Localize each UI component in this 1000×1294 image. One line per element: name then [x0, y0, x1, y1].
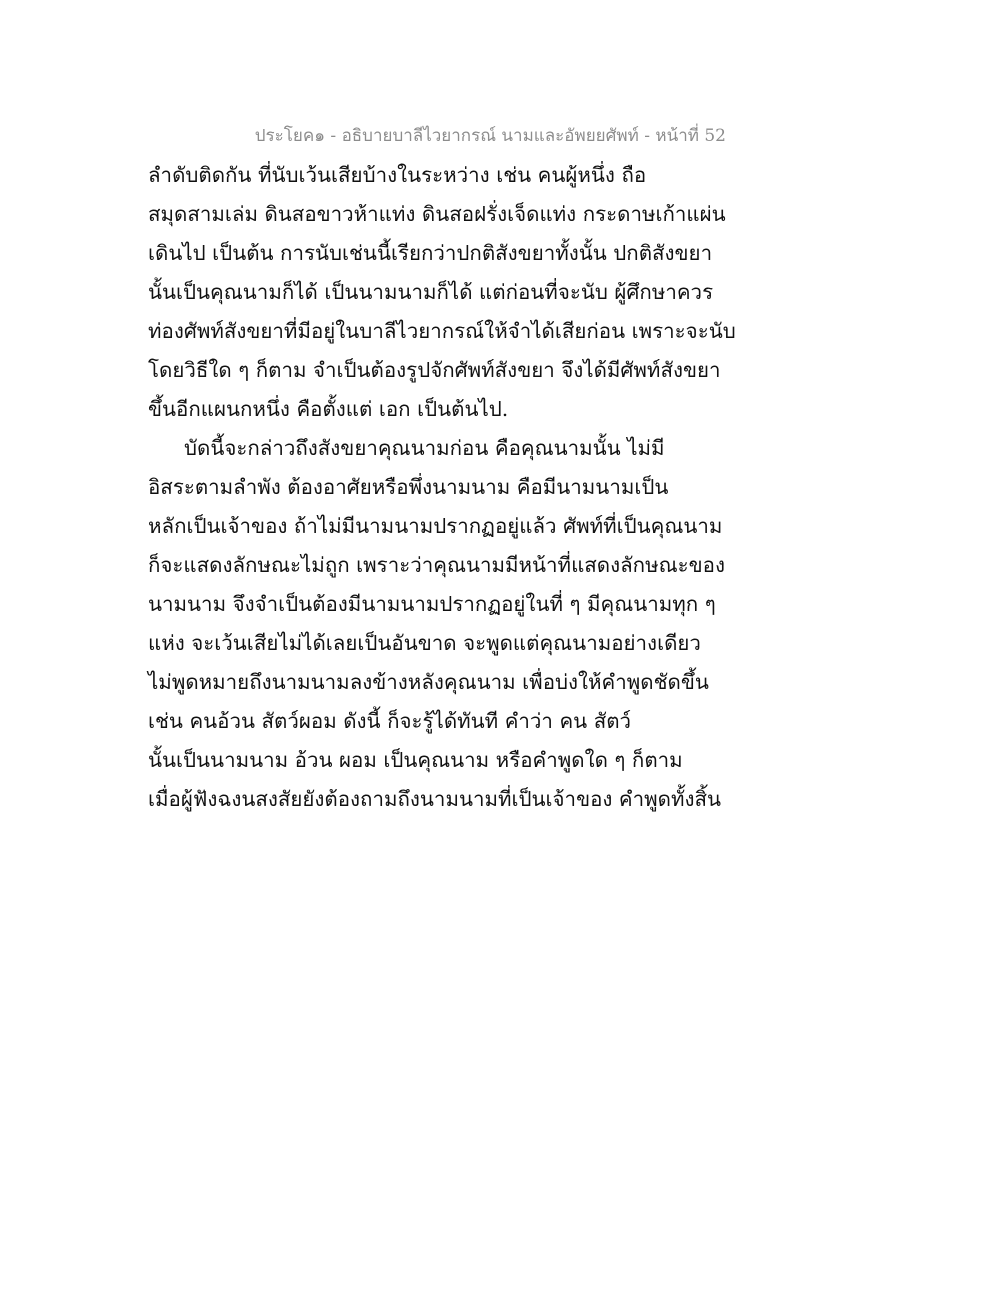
text-line: นั้นเป็นนามนาม อ้วน ผอม เป็นคุณนาม หรือคำพูดใด ๆ ก็ตาม — [148, 748, 683, 772]
text-line: เช่น คนอ้วน สัตว์ผอม ดังนี้ ก็จะรู้ได้ทันที คำว่า คน สัตว์ — [148, 709, 632, 733]
text-line: ไม่พูดหมายถึงนามนามลงข้างหลังคุณนาม เพื่อบ่งให้คำพูดชัดขึ้น — [148, 670, 709, 694]
paragraph-2 — [148, 429, 868, 819]
text-line: โดยวิธีใด ๆ ก็ตาม จำเป็นต้องรูปจักศัพท์สังขยา จึงได้มีศัพท์สังขยา — [148, 358, 721, 382]
paragraph-1 — [148, 156, 868, 429]
body-text — [148, 156, 868, 819]
text-line: แห่ง จะเว้นเสียไม่ได้เลยเป็นอันขาด จะพูดแต่คุณนามอย่างเดียว — [148, 631, 701, 655]
text-line: อิสระตามลำพัง ต้องอาศัยหรือพึ่งนามนาม คือมีนามนามเป็น — [148, 475, 669, 499]
text-line: สมุดสามเล่ม ดินสอขาวห้าแท่ง ดินสอฝรั่งเจ็ดแท่ง กระดาษเก้าแผ่น — [148, 202, 726, 226]
text-line: นั้นเป็นคุณนามก็ได้ เป็นนามนามก็ได้ แต่ก่อนที่จะนับ ผู้ศึกษาควร — [148, 280, 714, 304]
text-line-indented: บัดนี้จะกล่าวถึงสังขยาคุณนามก่อน คือคุณนามนั้น ไม่มี — [184, 436, 665, 460]
text-line: เมื่อผู้ฟังฉงนสงสัยยังต้องถามถึงนามนามที่เป็นเจ้าของ คำพูดทั้งสิ้น — [148, 787, 722, 811]
text-line: ก็จะแสดงลักษณะไม่ถูก เพราะว่าคุณนามมีหน้าที่แสดงลักษณะของ — [148, 553, 725, 577]
running-header: ประโยค๑ - อธิบายบาลีไวยากรณ์ นามและอัพยยศัพท์ - หน้าที่ 52 — [254, 126, 726, 146]
text-line: ท่องศัพท์สังขยาที่มีอยู่ในบาลีไวยากรณ์ให้จำได้เสียก่อน เพราะจะนับ — [148, 319, 736, 343]
text-line: ลำดับติดกัน ที่นับเว้นเสียบ้างในระหว่าง เช่น คนผู้หนึ่ง ถือ — [148, 163, 647, 187]
text-line: เดินไป เป็นต้น การนับเช่นนี้เรียกว่าปกติสังขยาทั้งนั้น ปกติสังขยา — [148, 241, 713, 265]
text-line: ขึ้นอีกแผนกหนึ่ง คือตั้งแต่ เอก เป็นต้นไป. — [148, 397, 509, 421]
text-line: นามนาม จึงจำเป็นต้องมีนามนามปรากฏอยู่ในที่ ๆ มีคุณนามทุก ๆ — [148, 592, 716, 616]
text-line: หลักเป็นเจ้าของ ถ้าไม่มีนามนามปรากฏอยู่แล้ว ศัพท์ที่เป็นคุณนาม — [148, 514, 723, 538]
